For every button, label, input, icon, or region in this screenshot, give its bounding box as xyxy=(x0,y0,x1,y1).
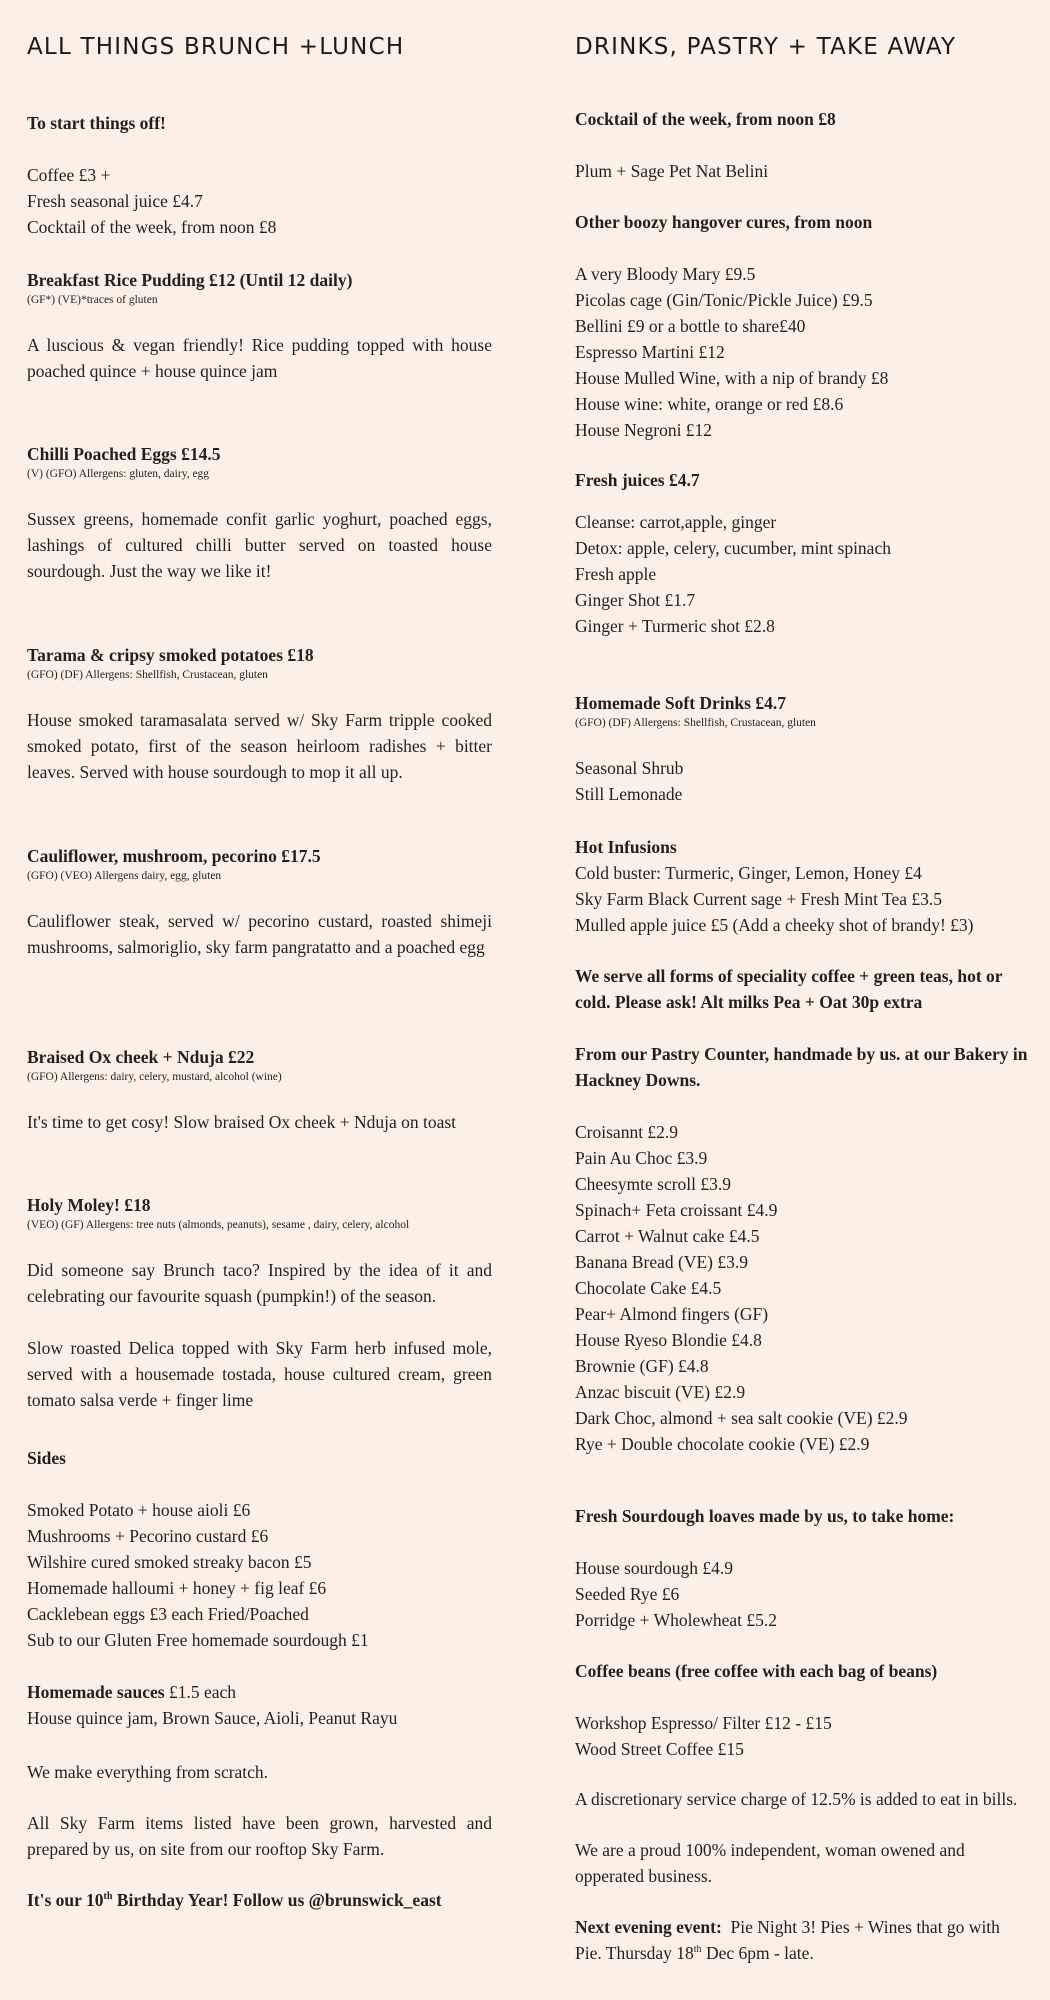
boozy-item: House Mulled Wine, with a nip of brandy £8 xyxy=(575,368,889,388)
tarama-description: House smoked taramasalata served w/ Sky Farm tripple cooked smoked potato, first of the season heirloom radishes + bitter leaves. Served with house sourdough to mop it all up. xyxy=(27,710,492,782)
side-item: Wilshire cured smoked streaky bacon £5 xyxy=(27,1552,312,1572)
coffee-beans-section xyxy=(575,1658,1030,1762)
juices-title: Fresh juices £4.7 xyxy=(575,470,700,490)
scratch-note: We make everything from scratch. xyxy=(27,1762,269,1782)
pastry-item: Spinach+ Feta croissant £4.9 xyxy=(575,1200,778,1220)
cauliflower-section xyxy=(27,843,492,960)
loaves-section xyxy=(575,1503,1030,1633)
pastry-item: Carrot + Walnut cake £4.5 xyxy=(575,1226,760,1246)
pastry-item: Chocolate Cake £4.5 xyxy=(575,1278,722,1298)
chilli-eggs-section xyxy=(27,441,492,584)
sauces-price: £1.5 each xyxy=(164,1682,236,1702)
tarama-title: Tarama & cripsy smoked potatoes £18 xyxy=(27,645,314,665)
boozy-item: A very Bloody Mary £9.5 xyxy=(575,264,756,284)
next-event-time: Dec 6pm - late. xyxy=(701,1943,814,1963)
pastry-item: Pain Au Choc £3.9 xyxy=(575,1148,708,1168)
pastry-item: Rye + Double chocolate cookie (VE) £2.9 xyxy=(575,1434,870,1454)
pastry-item: Banana Bread (VE) £3.9 xyxy=(575,1252,748,1272)
next-event-note xyxy=(575,1914,1030,1966)
sides-section xyxy=(27,1445,492,1653)
chilli-eggs-allergens: (V) (GFO) Allergens: gluten, dairy, egg xyxy=(27,468,210,480)
tarama-section xyxy=(27,642,492,785)
next-event-label: Next evening event: xyxy=(575,1917,722,1937)
sides-title: Sides xyxy=(27,1448,66,1468)
pastry-item: Croisannt £2.9 xyxy=(575,1122,679,1142)
boozy-item: Bellini £9 or a bottle to share£40 xyxy=(575,316,806,336)
coffee-bean-item: Workshop Espresso/ Filter £12 - £15 xyxy=(575,1713,832,1733)
soft-drinks-title: Homemade Soft Drinks £4.7 xyxy=(575,693,786,713)
ox-cheek-section xyxy=(27,1044,492,1135)
loaf-item: House sourdough £4.9 xyxy=(575,1558,733,1578)
birthday-note xyxy=(27,1887,492,1913)
rice-pudding-description: A luscious & vegan friendly! Rice pudding topped with house poached quince + house quince jam xyxy=(27,335,492,381)
starter-item: Fresh seasonal juice £4.7 xyxy=(27,191,203,211)
cauliflower-description: Cauliflower steak, served w/ pecorino custard, roasted shimeji mushrooms, salmoriglio, sky farm pangratatto and a poached egg xyxy=(27,911,492,957)
chilli-eggs-title: Chilli Poached Eggs £14.5 xyxy=(27,444,221,464)
juice-item: Ginger + Turmeric shot £2.8 xyxy=(575,616,775,636)
loaf-item: Porridge + Wholewheat £5.2 xyxy=(575,1610,778,1630)
tarama-allergens: (GFO) (DF) Allergens: Shellfish, Crustacean, gluten xyxy=(27,669,268,681)
hot-infusion-item: Mulled apple juice £5 (Add a cheeky shot of brandy! £3) xyxy=(575,915,974,935)
juice-item: Cleanse: carrot,apple, ginger xyxy=(575,512,777,532)
pastry-section xyxy=(575,1041,1030,1457)
boozy-item: Espresso Martini £12 xyxy=(575,342,725,362)
holy-moley-title: Holy Moley! £18 xyxy=(27,1195,151,1215)
soft-drinks-section xyxy=(575,690,1030,807)
starters-title: To start things off! xyxy=(27,113,166,133)
boozy-item: House Negroni £12 xyxy=(575,420,713,440)
side-item: Mushrooms + Pecorino custard £6 xyxy=(27,1526,269,1546)
service-charge-note: A discretionary service charge of 12.5% is added to eat in bills. xyxy=(575,1789,1018,1809)
juice-item: Detox: apple, celery, cucumber, mint spinach xyxy=(575,538,891,558)
juice-item: Fresh apple xyxy=(575,564,657,584)
instagram-handle: Birthday Year! Follow us @brunswick_east xyxy=(112,1890,442,1910)
birthday-text: It's our 10 xyxy=(27,1890,104,1910)
holy-moley-description: Did someone say Brunch taco? Inspired by the idea of it and celebrating our favourite squash (pumpkin!) of the season. xyxy=(27,1260,492,1306)
next-event-date-suffix: th xyxy=(693,1944,702,1956)
pastry-item: Dark Choc, almond + sea salt cookie (VE) £2.9 xyxy=(575,1408,908,1428)
rice-pudding-section xyxy=(27,267,492,384)
chilli-eggs-description: Sussex greens, homemade confit garlic yoghurt, poached eggs, lashings of cultured chilli butter served on toasted house sourdough. Just the way we like it! xyxy=(27,509,492,581)
rice-pudding-allergens: (GF*) (VE)*traces of gluten xyxy=(27,294,158,306)
cocktail-section xyxy=(575,106,1030,184)
coffee-bean-item: Wood Street Coffee £15 xyxy=(575,1739,744,1759)
holy-moley-section xyxy=(27,1192,492,1413)
side-item: Sub to our Gluten Free homemade sourdough £1 xyxy=(27,1630,369,1650)
starters-section xyxy=(27,110,492,240)
soft-drinks-allergens: (GFO) (DF) Allergens: Shellfish, Crustacean, gluten xyxy=(575,717,816,729)
soft-drink-item: Seasonal Shrub xyxy=(575,758,684,778)
ox-cheek-title: Braised Ox cheek + Nduja £22 xyxy=(27,1047,255,1067)
pastry-title: From our Pastry Counter, handmade by us. at our Bakery in Hackney Downs. xyxy=(575,1044,1028,1090)
starter-item: Cocktail of the week, from noon £8 xyxy=(27,217,277,237)
holy-moley-description: Slow roasted Delica topped with Sky Farm herb infused mole, served with a housemade tostada, house cultured cream, green tomato salsa verde + finger lime xyxy=(27,1338,492,1410)
side-item: Cacklebean eggs £3 each Fried/Poached xyxy=(27,1604,309,1624)
loaves-title: Fresh Sourdough loaves made by us, to take home: xyxy=(575,1506,955,1526)
sky-farm-note: All Sky Farm items listed have been grown, harvested and prepared by us, on site from our rooftop Sky Farm. xyxy=(27,1813,492,1859)
boozy-section xyxy=(575,209,1030,443)
pastry-item: Brownie (GF) £4.8 xyxy=(575,1356,709,1376)
soft-drink-item: Still Lemonade xyxy=(575,784,683,804)
juice-item: Ginger Shot £1.7 xyxy=(575,590,696,610)
loaf-item: Seeded Rye £6 xyxy=(575,1584,680,1604)
cauliflower-allergens: (GFO) (VEO) Allergens dairy, egg, gluten xyxy=(27,870,222,882)
ox-cheek-allergens: (GFO) Allergens: dairy, celery, mustard, alcohol (wine) xyxy=(27,1071,282,1083)
cocktail-title: Cocktail of the week, from noon £8 xyxy=(575,109,836,129)
holy-moley-allergens: (VEO) (GF) Allergens: tree nuts (almonds, peanuts), sesame , dairy, celery, alcohol xyxy=(27,1219,410,1231)
juices-section xyxy=(575,467,1030,639)
side-item: Homemade halloumi + honey + fig leaf £6 xyxy=(27,1578,327,1598)
boozy-item: Picolas cage (Gin/Tonic/Pickle Juice) £9.5 xyxy=(575,290,873,310)
hot-infusions-title: Hot Infusions xyxy=(575,837,677,857)
boozy-title: Other boozy hangover cures, from noon xyxy=(575,212,873,232)
cocktail-item: Plum + Sage Pet Nat Belini xyxy=(575,161,769,181)
coffee-beans-title: Coffee beans (free coffee with each bag of beans) xyxy=(575,1661,938,1681)
sauces-title: Homemade sauces xyxy=(27,1682,165,1702)
independent-note: We are a proud 100% independent, woman owened and opperated business. xyxy=(575,1840,965,1886)
hot-infusions-section xyxy=(575,834,1030,938)
ox-cheek-description: It's time to get cosy! Slow braised Ox cheek + Nduja on toast xyxy=(27,1112,457,1132)
boozy-item: House wine: white, orange or red £8.6 xyxy=(575,394,844,414)
hot-infusion-item: Sky Farm Black Current sage + Fresh Mint Tea £3.5 xyxy=(575,889,943,909)
coffee-note: We serve all forms of speciality coffee + green teas, hot or cold. Please ask! Alt milks Pea + Oat 30p extra xyxy=(575,966,1003,1012)
rice-pudding-title: Breakfast Rice Pudding £12 (Until 12 daily) xyxy=(27,270,353,290)
starter-item: Coffee £3 + xyxy=(27,165,111,185)
hot-infusion-item: Cold buster: Turmeric, Ginger, Lemon, Honey £4 xyxy=(575,863,922,883)
pastry-item: Pear+ Almond fingers (GF) xyxy=(575,1304,769,1324)
cauliflower-title: Cauliflower, mushroom, pecorino £17.5 xyxy=(27,846,321,866)
pastry-item: Anzac biscuit (VE) £2.9 xyxy=(575,1382,746,1402)
sauces-section xyxy=(27,1679,492,1731)
pastry-item: Cheesymte scroll £3.9 xyxy=(575,1174,732,1194)
pastry-item: House Ryeso Blondie £4.8 xyxy=(575,1330,762,1350)
next-event-text: Pie Night 3! Pies + Wines that go with Pie. Thursday 18 xyxy=(575,1917,1005,1963)
brunch-lunch-heading: ALL THINGS BRUNCH +LUNCH xyxy=(27,34,405,60)
side-item: Smoked Potato + house aioli £6 xyxy=(27,1500,251,1520)
birthday-suffix: th xyxy=(103,1891,113,1903)
sauces-list: House quince jam, Brown Sauce, Aioli, Peanut Rayu xyxy=(27,1708,398,1728)
drinks-pastry-heading: DRINKS, PASTRY + TAKE AWAY xyxy=(575,34,957,60)
